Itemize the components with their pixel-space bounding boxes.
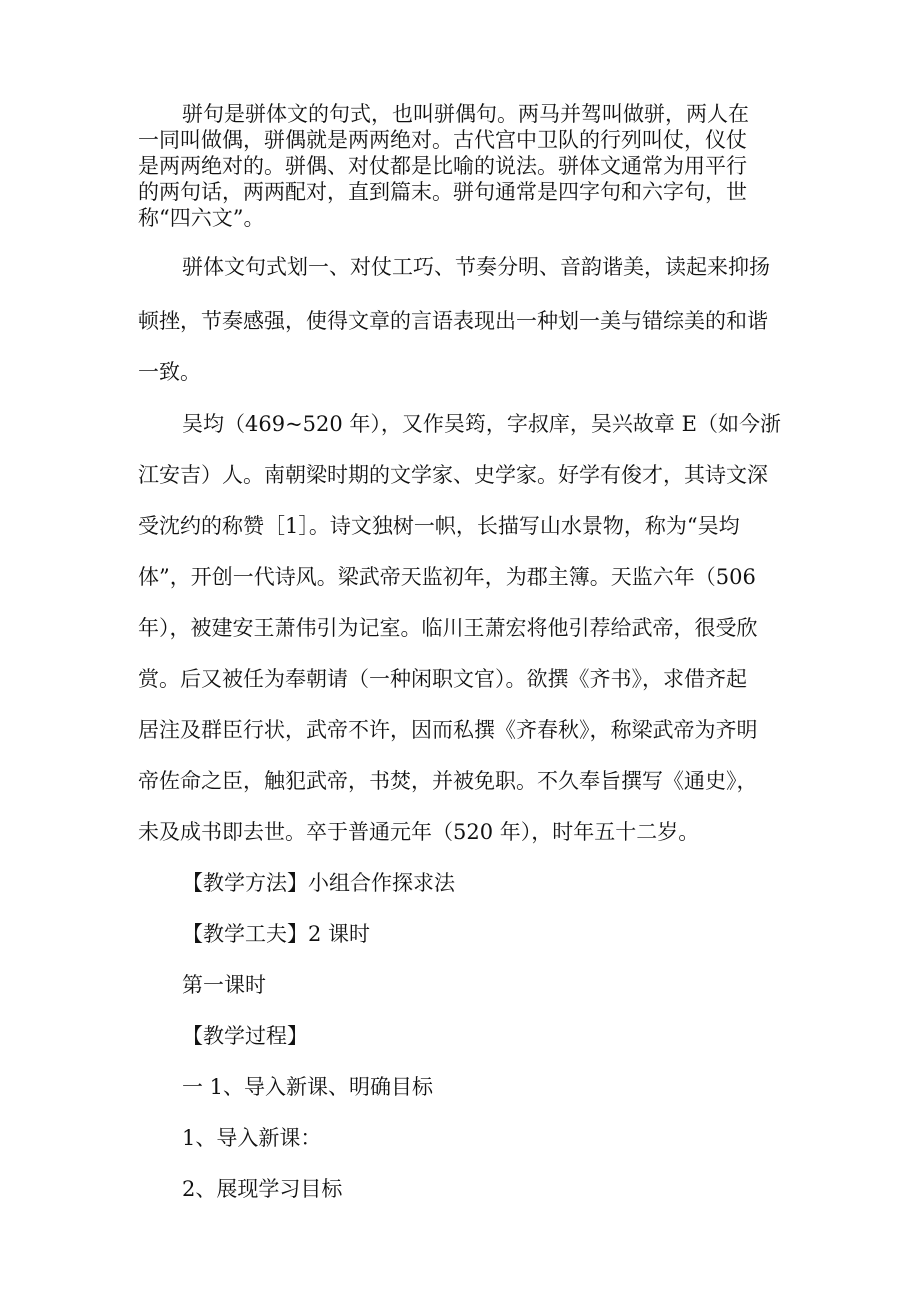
para3-line-4: 体”，开创一代诗风。梁武帝天监初年，为郡主簿。天监六年（506 — [138, 565, 756, 589]
para3-line-9: 未及成书即去世。卒于普通元年（520 年），时年五十二岁。 — [138, 820, 700, 844]
para2-line-2: 顿挫，节奏感强，使得文章的言语表现出一种划一美与错综美的和谐 — [138, 309, 768, 333]
step-one: 一 1、导入新课、明确目标 — [182, 1075, 434, 1099]
teaching-time: 【教学工夫】2 课时 — [182, 922, 371, 946]
item-one: 1、导入新课： — [182, 1126, 322, 1150]
para3-line-2: 江安吉）人。南朝梁时期的文学家、史学家。好学有俊才，其诗文深 — [138, 463, 768, 487]
para2-line-1: 骈体文句式划一、对仗工巧、节奏分明、音韵谐美，读起来抑扬 — [182, 255, 770, 279]
para1-line-5: 称“四六文”。 — [138, 206, 265, 230]
para3-line-8: 帝佐命之臣，触犯武帝，书焚，并被免职。不久奉旨撰写《通史》， — [138, 769, 758, 793]
para3-line-6: 赏。后又被任为奉朝请（一种闲职文官）。欲撰《齐书》，求借齐起 — [138, 667, 747, 691]
para3-line-3: 受沈约的称赞［1］。诗文独树一帜，长描写山水景物，称为“吴均 — [138, 514, 740, 538]
para1-line-2: 一同叫做偶，骈偶就是两两绝对。古代宫中卫队的行列叫仗，仪仗 — [138, 128, 747, 152]
para1-line-1: 骈句是骈体文的句式，也叫骈偶句。两马并驾叫做骈，两人在 — [182, 102, 749, 126]
para3-line-5: 年），被建安王萧伟引为记室。临川王萧宏将他引荐给武帝，很受欣 — [138, 616, 758, 640]
teaching-process-heading: 【教学过程】 — [182, 1024, 308, 1048]
para3-line-1: 吴均（469~520 年），又作吴筠，字叔庠，吴兴故章 E（如今浙 — [182, 412, 781, 436]
lesson-one-heading: 第一课时 — [182, 973, 266, 997]
para2-line-3: 一致。 — [138, 360, 201, 384]
para1-line-4: 的两句话，两两配对，直到篇末。骈句通常是四字句和六字句，世 — [138, 180, 747, 204]
para1-line-3: 是两两绝对的。骈偶、对仗都是比喻的说法。骈体文通常为用平行 — [138, 154, 747, 178]
item-two: 2、展现学习目标 — [182, 1177, 343, 1201]
para3-line-7: 居注及群臣行状，武帝不许，因而私撰《齐春秋》，称梁武帝为齐明 — [138, 718, 758, 742]
teaching-method: 【教学方法】小组合作探求法 — [182, 871, 455, 895]
